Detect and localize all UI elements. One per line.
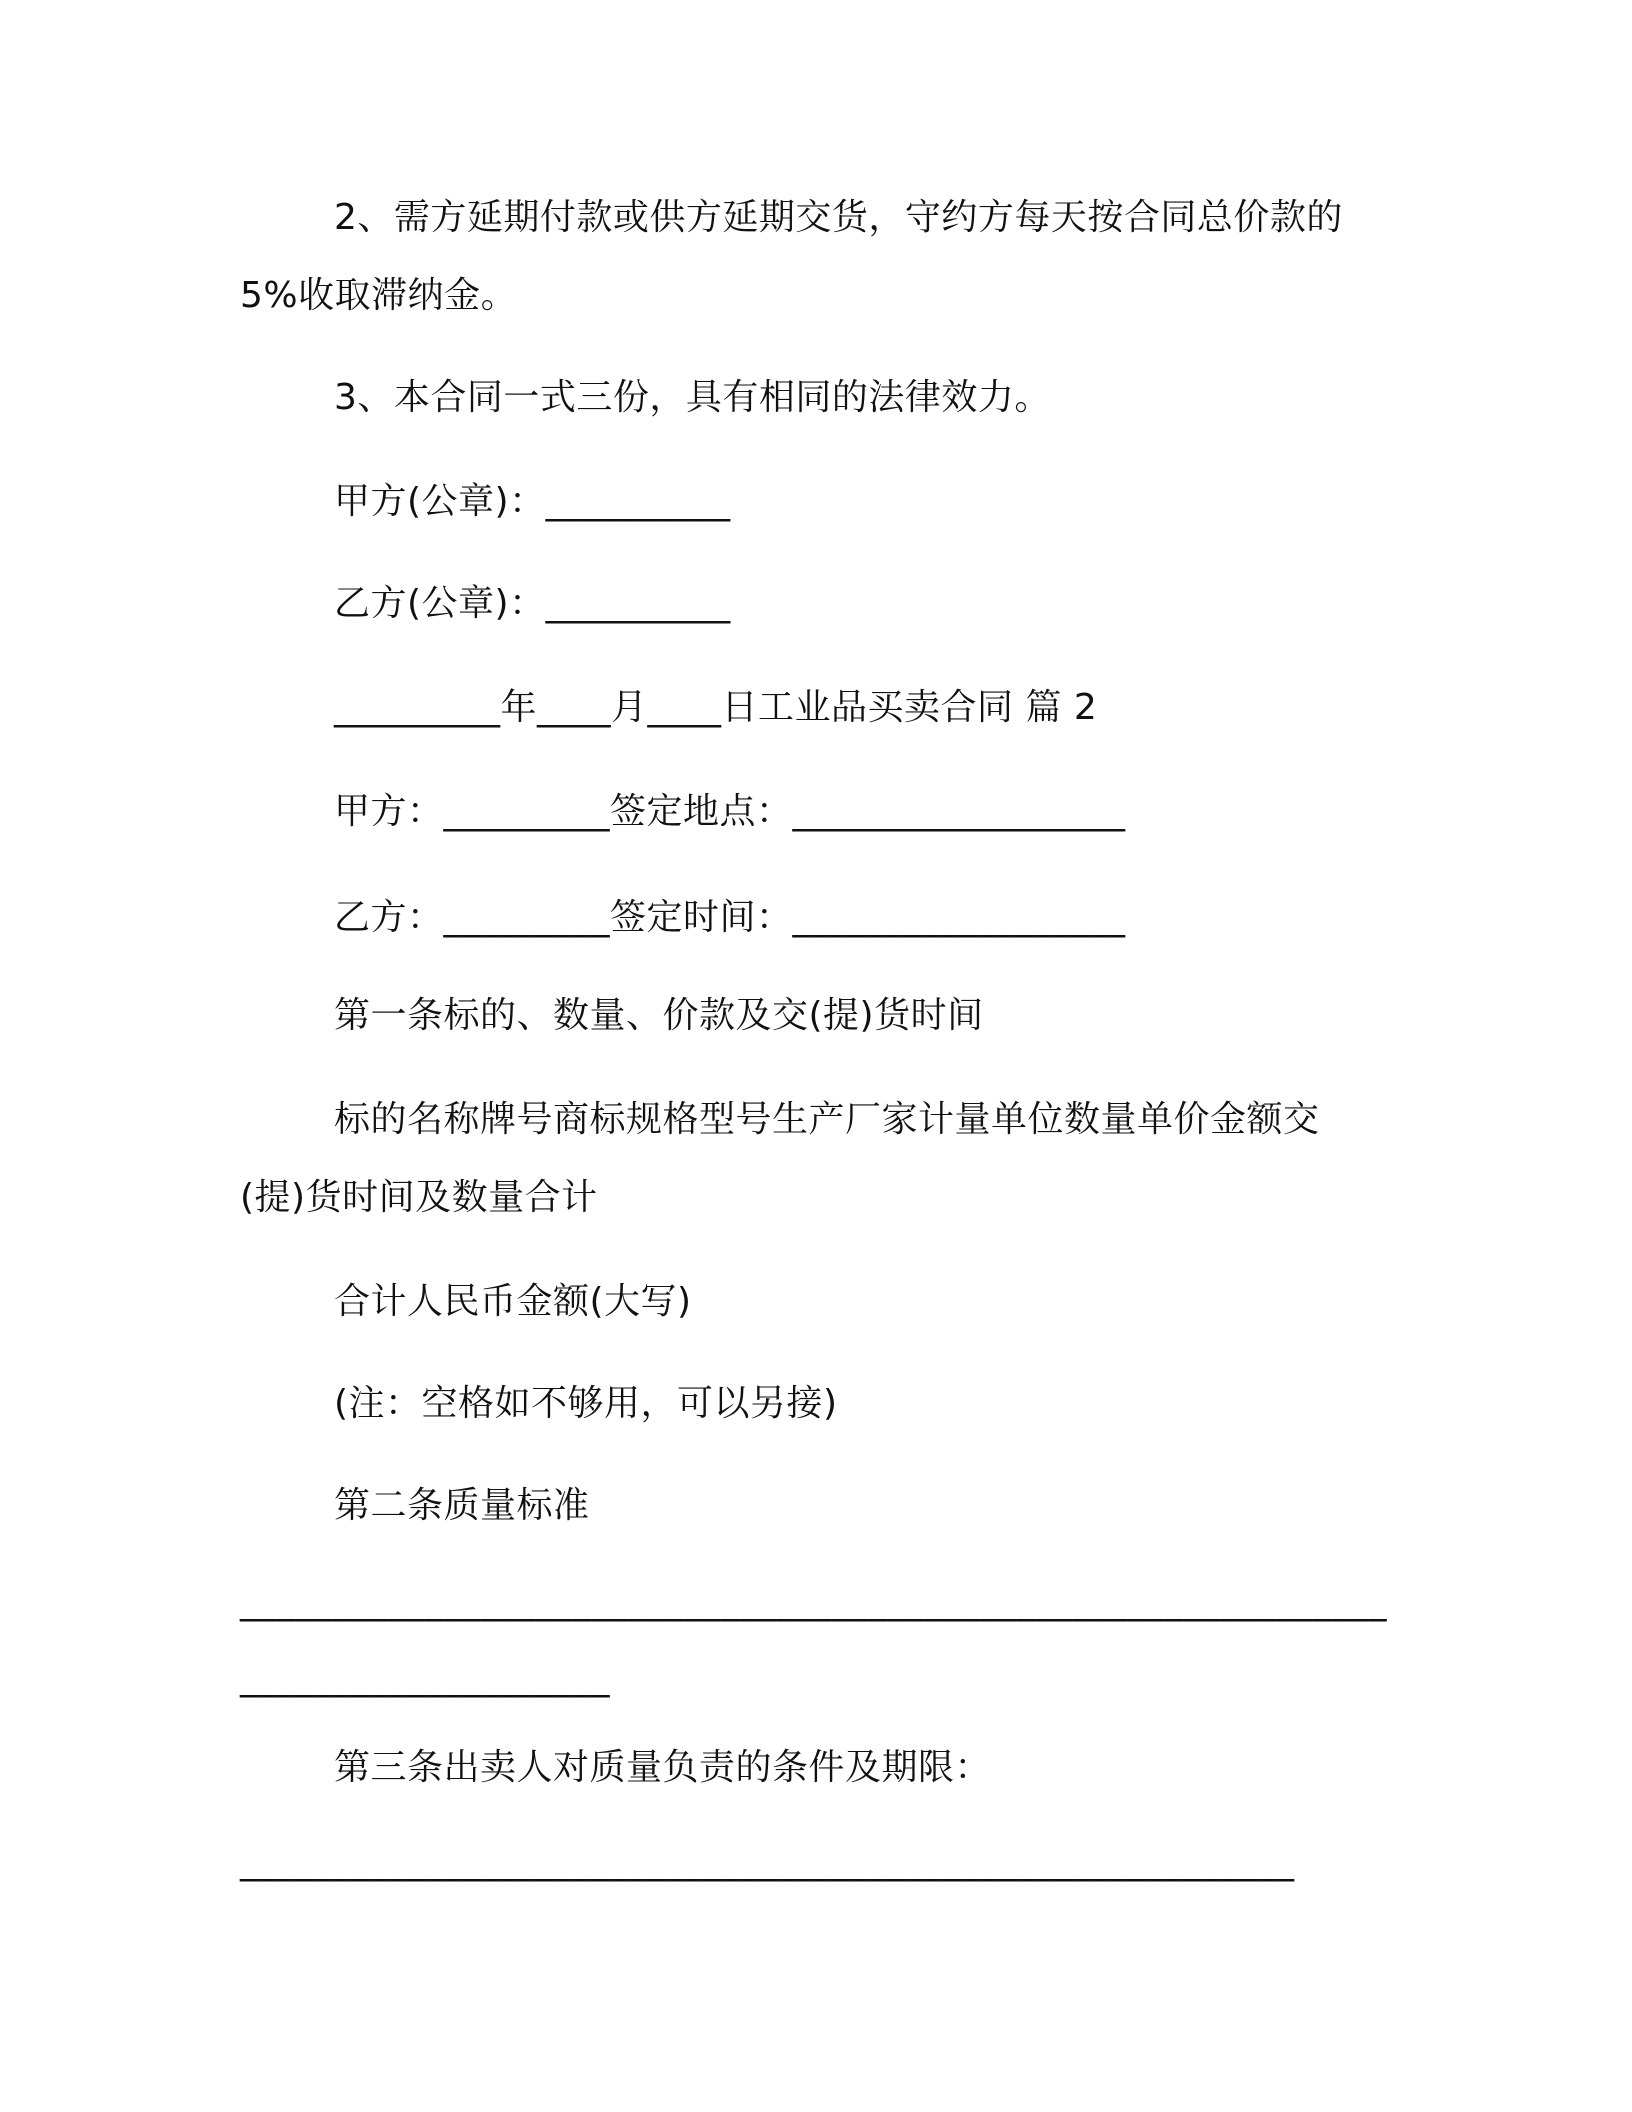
article-3-heading: 第三条出卖人对质量负责的条件及期限： xyxy=(334,1747,992,1788)
article-2-blank-line-2: ____________________ xyxy=(240,1657,610,1698)
clause-3-copies: 3、本合同一式三份，具有相同的法律效力。 xyxy=(334,377,1051,418)
total-amount-line: 合计人民币金额(大写) xyxy=(334,1281,692,1322)
article-2-heading: 第二条质量标准 xyxy=(334,1485,590,1526)
article-3-blank-line: _________________________________________________________ xyxy=(240,1841,1295,1882)
note-line: (注：空格如不够用，可以另接) xyxy=(334,1383,838,1424)
party-b-signing-time: 乙方：_________签定时间：__________________ xyxy=(334,897,1126,938)
article-2-blank-line-1: ______________________________________________________________ xyxy=(240,1581,1387,1622)
article-1-columns: 标的名称牌号商标规格型号生产厂家计量单位数量单价金额交 xyxy=(334,1099,1320,1140)
clause-2-late-payment: 2、需方延期付款或供方延期交货，守约方每天按合同总价款的 xyxy=(334,197,1343,238)
article-1-heading: 第一条标的、数量、价款及交(提)货时间 xyxy=(334,995,984,1036)
contract-2-heading: _________年____月____日工业品买卖合同 篇 2 xyxy=(334,687,1098,728)
party-a-signing-place: 甲方：_________签定地点：__________________ xyxy=(334,791,1126,832)
clause-2-continuation: 5%收取滞纳金。 xyxy=(240,275,518,316)
article-1-columns-continuation: (提)货时间及数量合计 xyxy=(240,1177,598,1218)
party-b-seal: 乙方(公章)：__________ xyxy=(334,583,731,624)
party-a-seal: 甲方(公章)：__________ xyxy=(334,481,731,522)
